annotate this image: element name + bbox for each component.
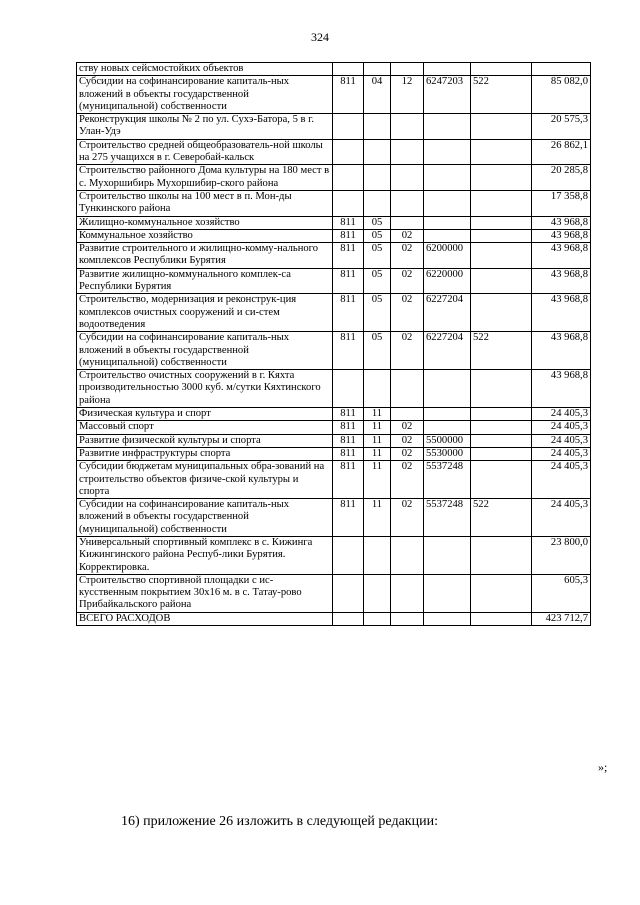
- row-name-cell: Субсидии на софинансирование капиталь-ных вложений в объекты государственной (муниципальной) собственности: [77, 332, 333, 370]
- table-row: [77, 216, 591, 229]
- section-code-cell: 11: [364, 421, 391, 434]
- amount-cell: 43 968,8: [532, 370, 591, 408]
- amount-cell: 23 800,0: [532, 536, 591, 574]
- table-row: [77, 499, 591, 537]
- table-row: [77, 536, 591, 574]
- table-row: [77, 139, 591, 165]
- section-code-cell: [364, 536, 391, 574]
- expense-type-code-cell: [471, 114, 532, 140]
- section-code-cell: [364, 139, 391, 165]
- target-article-code-cell: 6247203: [424, 76, 471, 114]
- target-article-code-cell: [424, 165, 471, 191]
- expense-type-code-cell: [471, 421, 532, 434]
- amount-cell: 43 968,8: [532, 229, 591, 242]
- row-name-cell: Строительство, модернизация и реконструк-ция комплексов очистных сооружений и си-стем водоотведения: [77, 294, 333, 332]
- subsection-code-cell: [391, 216, 424, 229]
- target-article-code-cell: [424, 216, 471, 229]
- expense-type-code-cell: [471, 165, 532, 191]
- row-name-cell: Строительство спортивной площадки с ис-кусственным покрытием 30х16 м. в с. Татау-рово Прибайкальского района: [77, 574, 333, 612]
- amount-cell: 24 405,3: [532, 434, 591, 447]
- row-name-cell: Строительство школы на 100 мест в п. Мон-ды Тункинского района: [77, 190, 333, 216]
- expense-type-code-cell: [471, 63, 532, 76]
- row-name-cell: Реконструкция школы № 2 по ул. Сухэ-Батора, 5 в г. Улан-Удэ: [77, 114, 333, 140]
- row-name-cell: Развитие физической культуры и спорта: [77, 434, 333, 447]
- amount-cell: 423 712,7: [532, 612, 591, 625]
- section-code-cell: 11: [364, 461, 391, 499]
- subsection-code-cell: 12: [391, 76, 424, 114]
- section-code-cell: [364, 114, 391, 140]
- ministry-code-cell: 811: [333, 229, 364, 242]
- ministry-code-cell: 811: [333, 332, 364, 370]
- row-name-cell: Физическая культура и спорт: [77, 408, 333, 421]
- section-code-cell: 05: [364, 216, 391, 229]
- amount-cell: 24 405,3: [532, 421, 591, 434]
- expense-type-code-cell: [471, 408, 532, 421]
- row-name-cell: ству новых сейсмостойких объектов: [77, 63, 333, 76]
- target-article-code-cell: [424, 63, 471, 76]
- section-code-cell: [364, 63, 391, 76]
- page-number: 324: [311, 30, 329, 44]
- ministry-code-cell: 811: [333, 76, 364, 114]
- subsection-code-cell: 02: [391, 243, 424, 269]
- amount-cell: 85 082,0: [532, 76, 591, 114]
- amount-cell: 20 575,3: [532, 114, 591, 140]
- subsection-code-cell: 02: [391, 447, 424, 460]
- subsection-code-cell: [391, 370, 424, 408]
- target-article-code-cell: 5530000: [424, 447, 471, 460]
- amount-cell: [532, 63, 591, 76]
- ministry-code-cell: 811: [333, 216, 364, 229]
- section-code-cell: 05: [364, 294, 391, 332]
- target-article-code-cell: 5537248: [424, 499, 471, 537]
- expense-type-code-cell: 522: [471, 332, 532, 370]
- amount-cell: 24 405,3: [532, 408, 591, 421]
- subsection-code-cell: 02: [391, 332, 424, 370]
- ministry-code-cell: [333, 190, 364, 216]
- target-article-code-cell: [424, 229, 471, 242]
- target-article-code-cell: [424, 536, 471, 574]
- section-code-cell: 05: [364, 243, 391, 269]
- target-article-code-cell: 5537248: [424, 461, 471, 499]
- table-row: [77, 229, 591, 242]
- expense-type-code-cell: [471, 574, 532, 612]
- ministry-code-cell: 811: [333, 499, 364, 537]
- row-name-cell: Субсидии на софинансирование капиталь-ных вложений в объекты государственной (муниципальной) собственности: [77, 76, 333, 114]
- expense-type-code-cell: [471, 434, 532, 447]
- section-code-cell: 05: [364, 332, 391, 370]
- ministry-code-cell: [333, 574, 364, 612]
- table-row: [77, 243, 591, 269]
- expense-type-code-cell: [471, 294, 532, 332]
- table-row: [77, 370, 591, 408]
- amount-cell: 17 358,8: [532, 190, 591, 216]
- subsection-code-cell: 02: [391, 434, 424, 447]
- row-name-cell: Жилищно-коммунальное хозяйство: [77, 216, 333, 229]
- section-code-cell: 11: [364, 434, 391, 447]
- amount-cell: 605,3: [532, 574, 591, 612]
- section-code-cell: 11: [364, 499, 391, 537]
- table-row: [77, 76, 591, 114]
- table-row: [77, 434, 591, 447]
- table-row: [77, 421, 591, 434]
- table-row: [77, 574, 591, 612]
- row-name-cell: Развитие строительного и жилищно-комму-нального комплексов Республики Бурятия: [77, 243, 333, 269]
- subsection-code-cell: [391, 114, 424, 140]
- subsection-code-cell: 02: [391, 461, 424, 499]
- row-name-cell: Строительство очистных сооружений в г. Кяхта производительностью 3000 куб. м/сутки Кяхтинского района: [77, 370, 333, 408]
- ministry-code-cell: [333, 114, 364, 140]
- expense-type-code-cell: [471, 612, 532, 625]
- expense-type-code-cell: [471, 139, 532, 165]
- expense-type-code-cell: [471, 461, 532, 499]
- subsection-code-cell: [391, 408, 424, 421]
- row-name-cell: Строительство средней общеобразователь-ной школы на 275 учащихся в г. Северобай-кальск: [77, 139, 333, 165]
- subsection-code-cell: 02: [391, 421, 424, 434]
- target-article-code-cell: 6220000: [424, 268, 471, 294]
- row-name-cell: Строительство районного Дома культуры на 180 мест в с. Мухоршибирь Мухоршибир-ского района: [77, 165, 333, 191]
- ministry-code-cell: 811: [333, 408, 364, 421]
- expense-type-code-cell: [471, 190, 532, 216]
- target-article-code-cell: [424, 574, 471, 612]
- row-name-cell: Развитие инфраструктуры спорта: [77, 447, 333, 460]
- target-article-code-cell: [424, 370, 471, 408]
- target-article-code-cell: [424, 408, 471, 421]
- subsection-code-cell: [391, 536, 424, 574]
- table-row: [77, 294, 591, 332]
- section-code-cell: [364, 574, 391, 612]
- target-article-code-cell: [424, 139, 471, 165]
- ministry-code-cell: [333, 165, 364, 191]
- section-code-cell: [364, 370, 391, 408]
- amount-cell: 24 405,3: [532, 447, 591, 460]
- target-article-code-cell: [424, 190, 471, 216]
- ministry-code-cell: [333, 139, 364, 165]
- row-name-cell: ВСЕГО РАСХОДОВ: [77, 612, 333, 625]
- expense-type-code-cell: [471, 370, 532, 408]
- amount-cell: 24 405,3: [532, 499, 591, 537]
- subsection-code-cell: [391, 190, 424, 216]
- ministry-code-cell: [333, 370, 364, 408]
- subsection-code-cell: [391, 63, 424, 76]
- row-name-cell: Универсальный спортивный комплекс в с. Кижинга Кижингинского района Респуб-лики Бурятия. Корректировка.: [77, 536, 333, 574]
- section-code-cell: 04: [364, 76, 391, 114]
- ministry-code-cell: 811: [333, 447, 364, 460]
- ministry-code-cell: [333, 63, 364, 76]
- ministry-code-cell: 811: [333, 294, 364, 332]
- expense-type-code-cell: 522: [471, 76, 532, 114]
- amount-cell: 43 968,8: [532, 332, 591, 370]
- table-row: [77, 190, 591, 216]
- subsection-code-cell: [391, 165, 424, 191]
- table-row: [77, 268, 591, 294]
- amount-cell: 43 968,8: [532, 268, 591, 294]
- row-name-cell: Субсидии бюджетам муниципальных обра-зований на строительство объектов физиче-ской культуры и спорта: [77, 461, 333, 499]
- ministry-code-cell: 811: [333, 421, 364, 434]
- target-article-code-cell: 6200000: [424, 243, 471, 269]
- target-article-code-cell: [424, 114, 471, 140]
- table-row: [77, 461, 591, 499]
- row-name-cell: Коммунальное хозяйство: [77, 229, 333, 242]
- section-code-cell: [364, 190, 391, 216]
- amount-cell: 43 968,8: [532, 243, 591, 269]
- amount-cell: 26 862,1: [532, 139, 591, 165]
- section-code-cell: [364, 612, 391, 625]
- subsection-code-cell: [391, 574, 424, 612]
- ministry-code-cell: 811: [333, 243, 364, 269]
- ministry-code-cell: 811: [333, 434, 364, 447]
- amount-cell: 43 968,8: [532, 216, 591, 229]
- table-row: [77, 63, 591, 76]
- table-row: [77, 612, 591, 625]
- target-article-code-cell: [424, 421, 471, 434]
- ministry-code-cell: 811: [333, 268, 364, 294]
- expense-type-code-cell: [471, 243, 532, 269]
- target-article-code-cell: 6227204: [424, 332, 471, 370]
- target-article-code-cell: [424, 612, 471, 625]
- table-row: [77, 114, 591, 140]
- section-code-cell: 11: [364, 447, 391, 460]
- subsection-code-cell: [391, 612, 424, 625]
- row-name-cell: Субсидии на софинансирование капиталь-ных вложений в объекты государственной (муниципальной) собственности: [77, 499, 333, 537]
- expense-type-code-cell: [471, 268, 532, 294]
- table-row: [77, 447, 591, 460]
- table-row: [77, 165, 591, 191]
- table-row: [77, 332, 591, 370]
- ministry-code-cell: [333, 612, 364, 625]
- row-name-cell: Развитие жилищно-коммунального комплек-са Республики Бурятия: [77, 268, 333, 294]
- row-name-cell: Массовый спорт: [77, 421, 333, 434]
- expense-type-code-cell: [471, 216, 532, 229]
- amount-cell: 43 968,8: [532, 294, 591, 332]
- ministry-code-cell: 811: [333, 461, 364, 499]
- subsection-code-cell: [391, 139, 424, 165]
- ministry-code-cell: [333, 536, 364, 574]
- expenditure-table: [76, 62, 591, 626]
- expense-type-code-cell: [471, 229, 532, 242]
- table-row: [77, 408, 591, 421]
- target-article-code-cell: 5500000: [424, 434, 471, 447]
- expense-type-code-cell: [471, 447, 532, 460]
- closing-quote-mark: »;: [598, 760, 608, 774]
- amount-cell: 24 405,3: [532, 461, 591, 499]
- section-code-cell: 05: [364, 229, 391, 242]
- amount-cell: 20 285,8: [532, 165, 591, 191]
- section-code-cell: 11: [364, 408, 391, 421]
- expense-type-code-cell: 522: [471, 499, 532, 537]
- section-code-cell: [364, 165, 391, 191]
- subsection-code-cell: 02: [391, 268, 424, 294]
- subsection-code-cell: 02: [391, 499, 424, 537]
- section-code-cell: 05: [364, 268, 391, 294]
- expense-type-code-cell: [471, 536, 532, 574]
- target-article-code-cell: 6227204: [424, 294, 471, 332]
- subsection-code-cell: 02: [391, 294, 424, 332]
- instruction-text: 16) приложение 26 изложить в следующей редакции:: [121, 814, 438, 829]
- subsection-code-cell: 02: [391, 229, 424, 242]
